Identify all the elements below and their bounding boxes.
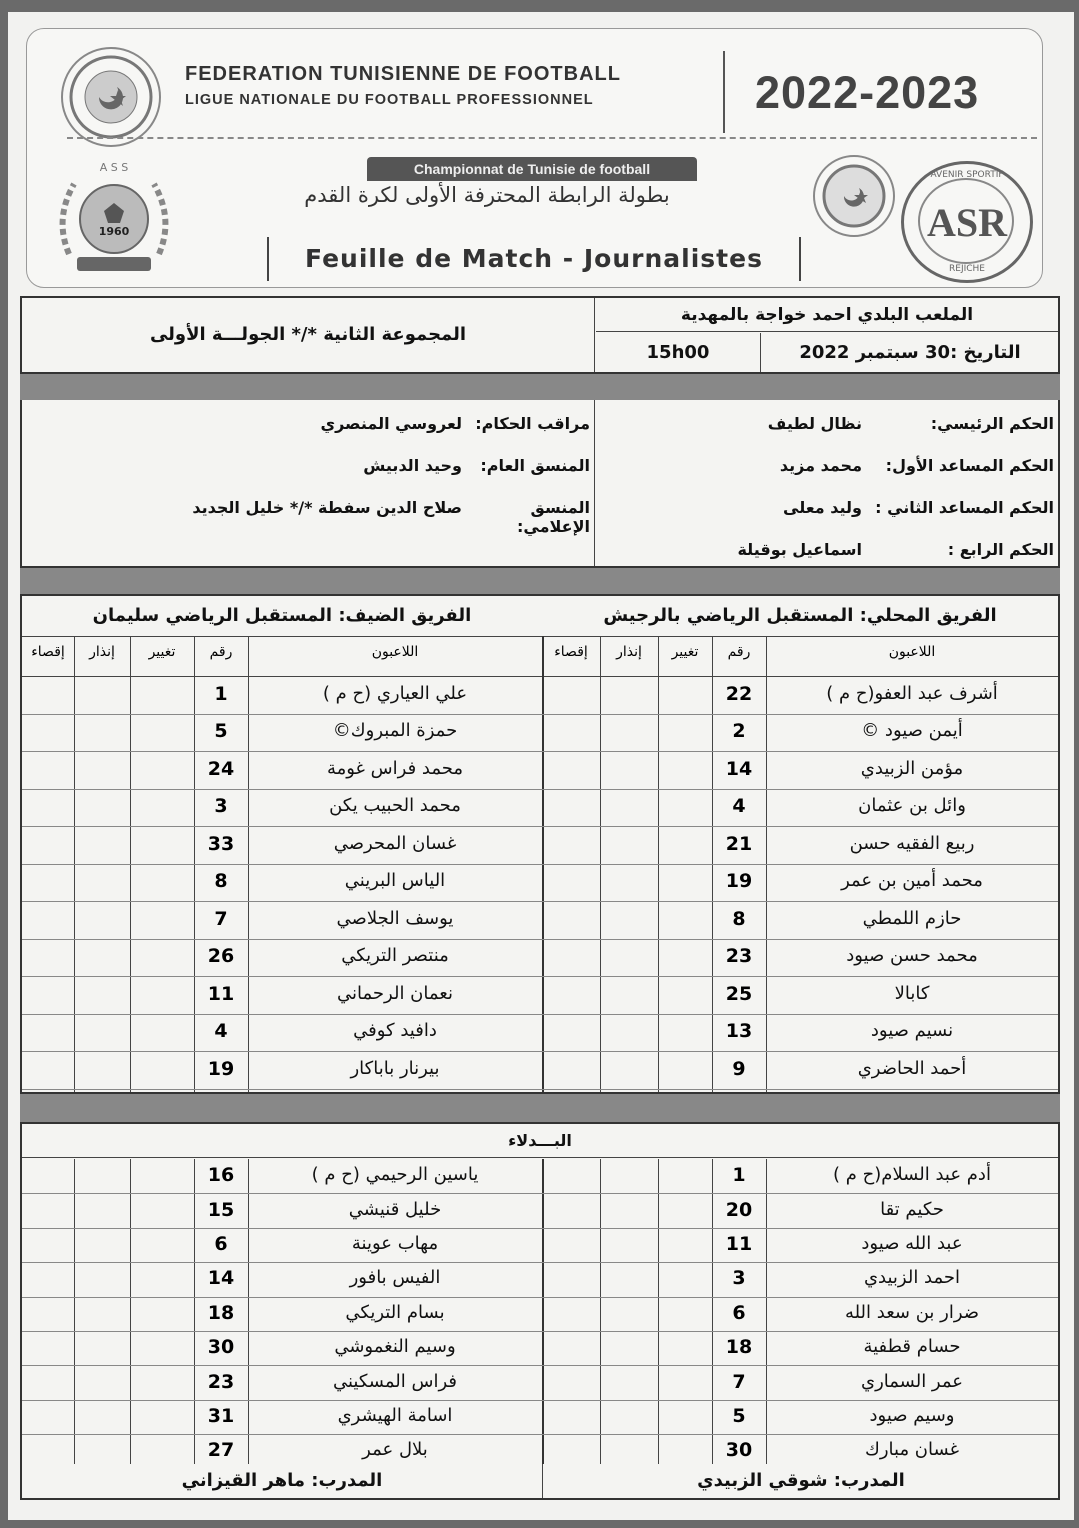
official-label: الحكم المساعد الثاني :	[875, 498, 1054, 517]
player-name: أيمن صيود ©	[861, 720, 963, 742]
player-name: وسيم النغموشي	[334, 1336, 456, 1358]
asr-logo-ring-top: AVENIR SPORTIF	[930, 170, 1004, 180]
official-name: اسماعيل بوقيلة	[737, 540, 862, 559]
player-number: 4	[732, 795, 746, 818]
player-row	[22, 1193, 542, 1227]
player-name: وسيم صيود	[869, 1404, 955, 1426]
player-number: 24	[207, 757, 235, 780]
player-name: محمد أمين بن عمر	[841, 870, 983, 892]
home-coach: المدرب: شوقي الزبيدي	[697, 1470, 905, 1491]
column-header-warn: إنذار	[616, 644, 642, 660]
player-row	[22, 1297, 542, 1331]
ass-logo-year: 1960	[98, 225, 130, 238]
asr-logo-text: ASR	[926, 199, 1008, 245]
player-number: 19	[207, 1057, 235, 1080]
player-number: 7	[732, 1370, 746, 1393]
player-row	[542, 1014, 1058, 1052]
player-row	[22, 1262, 542, 1296]
player-number: 22	[725, 682, 753, 705]
player-row	[22, 1051, 542, 1089]
match-info-table	[20, 296, 1060, 374]
match-sheet	[8, 12, 1074, 1520]
dashed-separator	[67, 137, 1037, 139]
player-number: 23	[725, 945, 753, 968]
official-label: المنسق الإعلامي:	[517, 498, 590, 536]
home-team-label: الفريق المحلي: المستقبل الرياضي بالرجيش	[603, 605, 997, 626]
column-header-sub: تغيير	[671, 644, 699, 660]
player-number: 3	[732, 1267, 746, 1290]
player-row	[542, 714, 1058, 752]
player-row	[542, 901, 1058, 939]
player-name: عمر السماري	[860, 1370, 963, 1392]
player-number: 14	[725, 757, 753, 780]
player-row	[542, 751, 1058, 789]
player-name: أشرف عبد العفو(ح م )	[826, 682, 998, 704]
player-number: 18	[207, 1301, 235, 1324]
player-name: أدم عبد السلام(ح م )	[833, 1164, 991, 1186]
column-header-players: اللاعبون	[888, 644, 936, 660]
player-number: 8	[732, 907, 746, 930]
player-number: 2	[732, 720, 746, 743]
player-row	[542, 1331, 1058, 1365]
player-number: 20	[725, 1198, 753, 1221]
player-name: علي العياري (ح م )	[322, 682, 468, 704]
player-row	[542, 864, 1058, 902]
player-row	[542, 1193, 1058, 1227]
column-header-number: رقم	[209, 644, 233, 660]
sheet-title: Feuille de Match - Journalistes	[267, 237, 801, 281]
match-time: 15h00	[646, 342, 710, 363]
player-number: 27	[207, 1439, 235, 1462]
player-number: 30	[207, 1336, 235, 1359]
player-name: نعمان الرحماني	[337, 982, 453, 1004]
player-number: 18	[725, 1336, 753, 1359]
league-name: LIGUE NATIONALE DU FOOTBALL PROFESSIONNEL	[185, 92, 594, 108]
player-name: بلال عمر	[362, 1439, 428, 1461]
player-name: خليل قنيشي	[348, 1198, 442, 1220]
official-label: المنسق العام:	[480, 456, 590, 475]
player-row	[22, 789, 542, 827]
player-name: بيرنار باباكار	[350, 1057, 440, 1079]
player-row	[22, 1400, 542, 1434]
player-name: وائل بن عثمان	[858, 795, 966, 817]
player-name: محمد فراس غومة	[326, 757, 464, 779]
officials-table	[20, 400, 1060, 568]
player-number: 5	[732, 1404, 746, 1427]
player-number: 1	[214, 682, 228, 705]
player-name: دافيد كوفي	[353, 1020, 437, 1042]
player-row	[22, 826, 542, 864]
player-row	[22, 1365, 542, 1399]
official-name: صلاح الدين سفطة */* خليل الجديد	[192, 498, 462, 517]
championship-banner: Championnat de Tunisie de football	[367, 157, 697, 181]
player-name: منتصر التريكي	[341, 945, 449, 967]
player-name: مؤمن الزبيدي	[860, 757, 964, 779]
player-row	[542, 1365, 1058, 1399]
player-row	[22, 751, 542, 789]
ass-logo	[49, 159, 179, 279]
asr-logo-ring-bottom: REJICHE	[949, 264, 985, 274]
player-row	[542, 1159, 1058, 1193]
player-number: 1	[732, 1164, 746, 1187]
player-row	[542, 1400, 1058, 1434]
player-row	[542, 789, 1058, 827]
column-header-warn: إنذار	[89, 644, 115, 660]
player-name: مهاب عوينة	[351, 1232, 439, 1254]
ass-logo-letters: A S S	[99, 161, 129, 174]
player-row	[22, 1159, 542, 1193]
official-label: الحكم المساعد الأول:	[885, 456, 1054, 475]
group-round: المجموعة الثانية */* الجولـــة الأولى	[149, 324, 467, 345]
player-number: 6	[732, 1301, 746, 1324]
player-number: 30	[725, 1439, 753, 1462]
player-name: أحمد الحاضري	[857, 1057, 967, 1079]
column-header-expel: إقصاء	[554, 644, 588, 660]
official-name: وحيد الدبيش	[363, 456, 462, 475]
player-number: 6	[214, 1232, 228, 1255]
player-number: 23	[207, 1370, 235, 1393]
away-coach: المدرب: ماهر القيزاني	[181, 1470, 383, 1491]
player-name: حازم اللمطي	[862, 907, 962, 929]
player-row	[542, 976, 1058, 1014]
player-row	[22, 976, 542, 1014]
player-name: حسام قطفية	[863, 1336, 961, 1358]
player-name: حكيم تقا	[880, 1198, 944, 1220]
player-number: 19	[725, 870, 753, 893]
player-name: الياس البريني	[344, 870, 446, 892]
federation-name: FEDERATION TUNISIENNE DE FOOTBALL	[185, 63, 621, 85]
player-name: يوسف الجلاصي	[336, 907, 454, 929]
player-number: 25	[725, 982, 753, 1005]
player-row	[22, 1331, 542, 1365]
player-number: 7	[214, 907, 228, 930]
player-number: 11	[207, 982, 235, 1005]
player-row	[542, 1262, 1058, 1296]
player-name: حمزة المبروك©	[332, 720, 458, 742]
player-row	[542, 1228, 1058, 1262]
away-team-label: الفريق الضيف: المستقبل الرياضي سليمان	[92, 605, 472, 626]
player-number: 3	[214, 795, 228, 818]
player-row	[22, 1014, 542, 1052]
player-number: 8	[214, 870, 228, 893]
player-row	[542, 826, 1058, 864]
player-number: 26	[207, 945, 235, 968]
player-number: 13	[725, 1020, 753, 1043]
player-name: بسام التريكي	[345, 1301, 445, 1323]
player-number: 14	[207, 1267, 235, 1290]
player-row	[542, 1051, 1058, 1089]
player-name: محمد حسن صيود	[846, 945, 978, 967]
coaches-row	[20, 1464, 1060, 1500]
official-name: وليد معلى	[783, 498, 862, 517]
player-row	[22, 1228, 542, 1262]
player-name: نسيم صيود	[870, 1020, 954, 1042]
official-name: نظال لطيف	[767, 414, 862, 433]
match-date: التاريخ :30 سبتمبر 2022	[799, 342, 1021, 363]
player-number: 15	[207, 1198, 235, 1221]
column-header-number: رقم	[727, 644, 751, 660]
separator-band-2	[20, 568, 1060, 594]
player-row	[22, 939, 542, 977]
player-name: عبد الله صيود	[861, 1232, 963, 1254]
championship-arabic: بطولة الرابطة المحترفة الأولى لكرة القدم	[304, 183, 670, 207]
player-number: 5	[214, 720, 228, 743]
player-number: 31	[207, 1404, 235, 1427]
player-name: كابالا	[894, 982, 930, 1004]
stadium: الملعب البلدي احمد خواجة بالمهدية	[596, 298, 1058, 332]
substitutes-table	[20, 1122, 1060, 1490]
player-name: ضرار بن سعد الله	[844, 1301, 980, 1323]
separator-band-1	[20, 374, 1060, 400]
season: 2022-2023	[755, 67, 980, 118]
player-name: محمد الحبيب يكن	[329, 795, 461, 817]
header-box	[26, 28, 1043, 288]
official-name: لعروسي المنصري	[320, 414, 462, 433]
federation-title	[185, 63, 621, 108]
player-number: 11	[725, 1232, 753, 1255]
player-number: 4	[214, 1020, 228, 1043]
player-row	[22, 714, 542, 752]
column-header-expel: إقصاء	[31, 644, 65, 660]
substitutes-title: البـــدلاء	[22, 1124, 1058, 1158]
federation-logo	[61, 47, 161, 147]
player-row	[542, 1297, 1058, 1331]
player-row	[542, 939, 1058, 977]
official-label: الحكم الرابع :	[947, 540, 1054, 559]
player-number: 33	[207, 832, 235, 855]
official-label: الحكم الرئيسي:	[930, 414, 1054, 433]
ftf-emblem	[813, 155, 895, 237]
player-name: فراس المسكيني	[333, 1370, 457, 1392]
starters-table	[20, 594, 1060, 1094]
column-header-sub: تغيير	[148, 644, 176, 660]
player-name: غسان مبارك	[865, 1439, 959, 1461]
separator-band-3	[20, 1094, 1060, 1122]
player-row	[542, 676, 1058, 714]
player-name: غسان المحرصي	[333, 832, 457, 854]
official-label: مراقب الحكام:	[475, 414, 590, 433]
player-number: 21	[725, 832, 753, 855]
player-number: 9	[732, 1057, 746, 1080]
player-name: ربيع الفقيه حسن	[849, 832, 975, 854]
player-name: احمد الزبيدي	[863, 1267, 961, 1289]
asr-logo	[901, 161, 1033, 283]
column-header-players: اللاعبون	[371, 644, 419, 660]
player-name: ياسين الرحيمي (ح م )	[311, 1164, 479, 1186]
header-divider	[723, 51, 725, 133]
player-row	[22, 864, 542, 902]
player-row	[22, 901, 542, 939]
official-name: محمد مزيد	[779, 456, 862, 475]
player-row	[22, 676, 542, 714]
player-name: اسامة الهيشري	[337, 1404, 453, 1426]
player-number: 16	[207, 1164, 235, 1187]
player-name: الفيس بافور	[349, 1267, 441, 1289]
